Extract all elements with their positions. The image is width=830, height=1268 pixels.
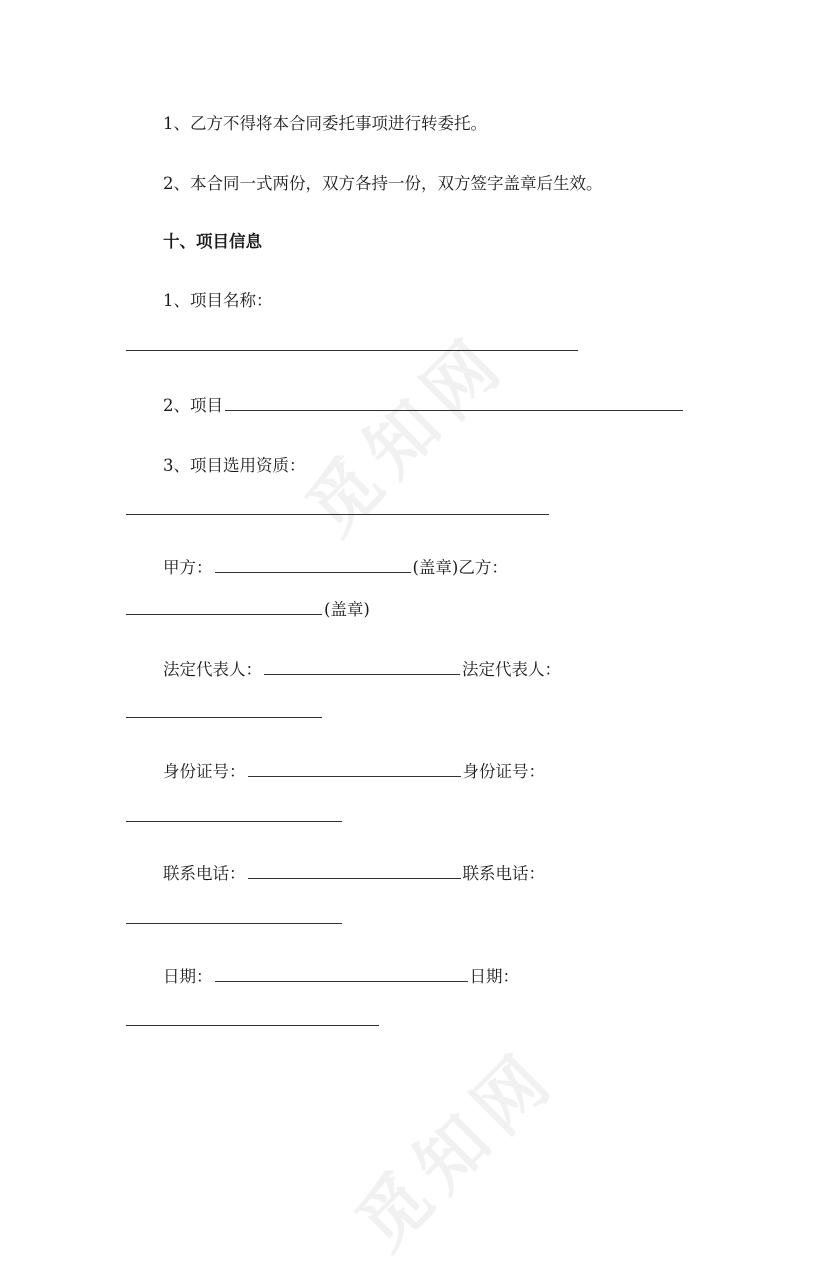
watermark: 觅知网 — [290, 317, 523, 551]
date-b-label: 日期： — [469, 967, 519, 986]
legal-rep-a-blank — [264, 656, 460, 675]
phone-line — [163, 860, 545, 886]
section-heading: 十、项目信息 — [163, 232, 262, 251]
id-a-label: 身份证号： — [163, 762, 246, 781]
seal-label: (盖章) — [324, 600, 370, 619]
party-b-blank — [126, 596, 322, 615]
item-project-label: 2、项目 — [163, 396, 223, 415]
phone-b-label: 联系电话： — [462, 864, 545, 883]
date-a-blank — [215, 963, 468, 982]
item-project-name: 1、项目名称： — [163, 291, 273, 310]
id-a-blank — [248, 758, 461, 777]
party-b-line — [126, 596, 370, 622]
id-b-label: 身份证号： — [462, 762, 545, 781]
phone-a-blank — [248, 860, 461, 879]
project-name-blank — [126, 350, 578, 351]
legal-rep-b-label: 法定代表人： — [462, 660, 561, 679]
party-a-blank — [215, 554, 411, 573]
party-a-label: 甲方： — [163, 558, 213, 577]
seal-party-b-label: (盖章)乙方： — [412, 558, 508, 577]
id-line — [163, 758, 545, 784]
item-qualification: 3、项目选用资质： — [163, 456, 306, 475]
legal-rep-b-blank — [126, 717, 322, 718]
legal-rep-a-label: 法定代表人： — [163, 660, 262, 679]
clause-2: 2、本合同一式两份，双方各持一份，双方签字盖章后生效。 — [163, 174, 603, 193]
party-line — [163, 554, 508, 580]
date-a-label: 日期： — [163, 967, 213, 986]
id-b-blank — [126, 821, 342, 822]
clause-1: 1、乙方不得将本合同委托事项进行转委托。 — [163, 114, 487, 133]
phone-a-label: 联系电话： — [163, 864, 246, 883]
phone-b-blank — [126, 923, 342, 924]
item-project — [163, 392, 685, 418]
watermark-bottom: 觅知网 — [340, 1032, 573, 1266]
qualification-blank — [126, 514, 549, 515]
date-b-blank — [126, 1025, 379, 1026]
legal-rep-line — [163, 656, 561, 682]
project-blank — [225, 392, 683, 411]
date-line — [163, 963, 519, 989]
